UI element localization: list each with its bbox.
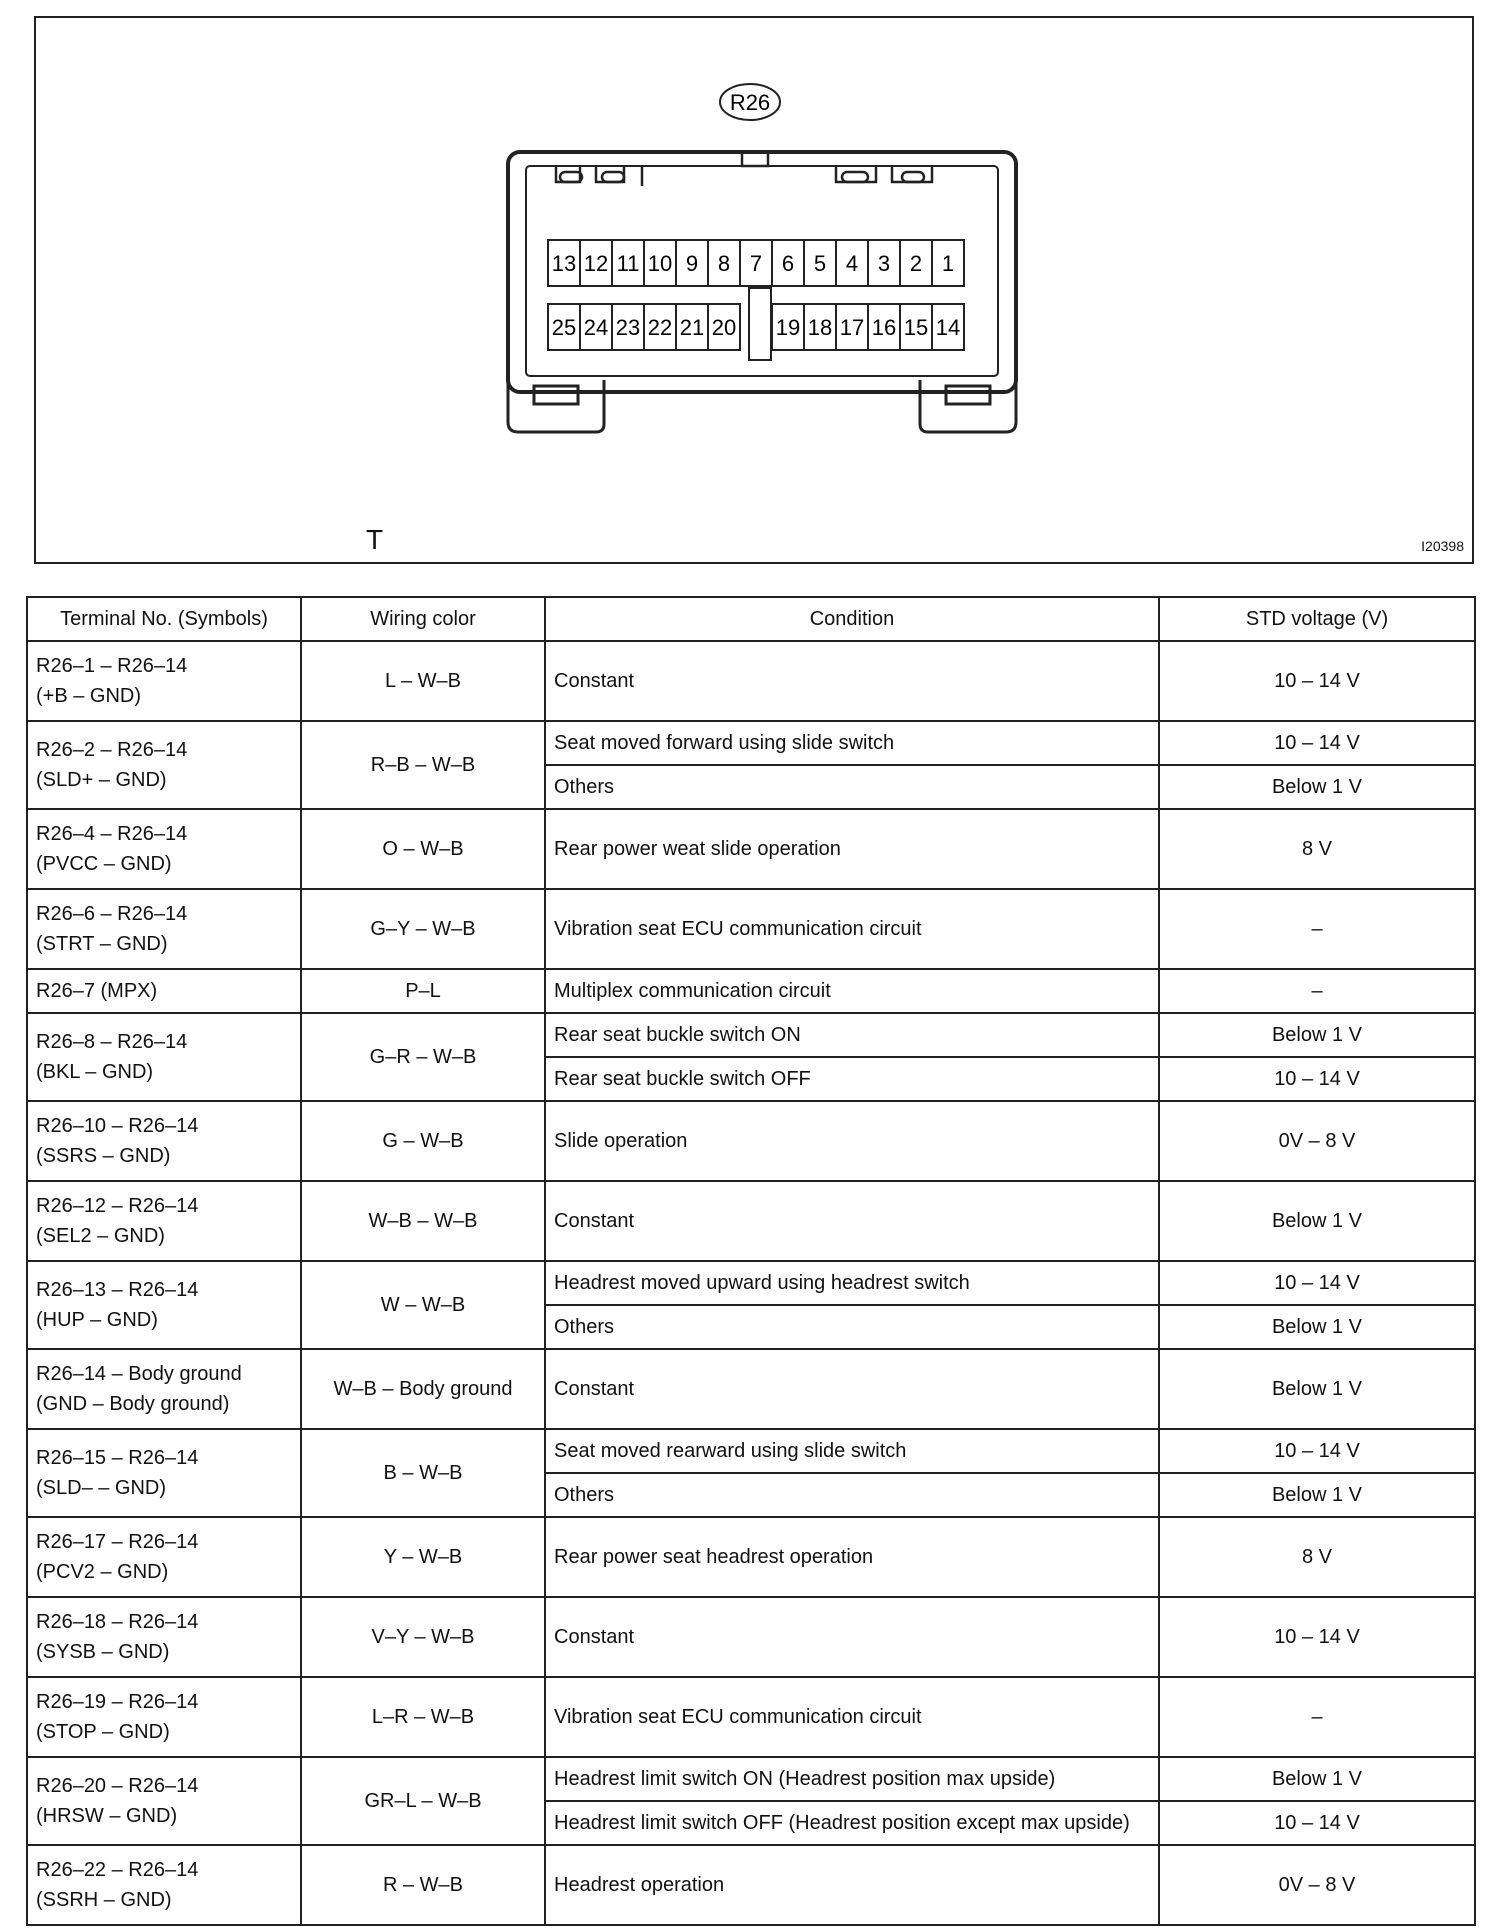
wiring-color-cell: R–B – W–B [301, 721, 545, 809]
terminal-number: R26–14 – Body ground [36, 1363, 242, 1385]
terminal-symbols: (HUP – GND) [36, 1309, 158, 1331]
pin-number: 11 [616, 251, 640, 276]
pin-number: 15 [903, 315, 929, 340]
table-header-row [27, 597, 1475, 641]
voltage-cell: Below 1 V [1159, 1013, 1475, 1057]
wiring-color-cell: O – W–B [301, 809, 545, 889]
wiring-color-cell: R – W–B [301, 1845, 545, 1925]
voltage-cell: 0V – 8 V [1159, 1101, 1475, 1181]
condition-cell: Constant [545, 1181, 1159, 1261]
voltage-cell: 10 – 14 V [1159, 721, 1475, 765]
pin-number: 18 [807, 315, 833, 340]
pin-number: 24 [583, 315, 609, 340]
table-row [27, 1261, 1475, 1305]
terminal-symbols: (SLD+ – GND) [36, 769, 167, 791]
header-condition: Condition [545, 597, 1159, 641]
terminal-cell [27, 1261, 301, 1349]
voltage-cell: 0V – 8 V [1159, 1845, 1475, 1925]
wiring-color-cell: P–L [301, 969, 545, 1013]
terminal-number: R26–19 – R26–14 [36, 1691, 199, 1713]
condition-cell: Headrest limit switch ON (Headrest position max upside) [545, 1757, 1159, 1801]
terminal-number: R26–7 (MPX) [36, 980, 158, 1002]
pin-number: 6 [781, 251, 795, 276]
terminal-cell [27, 1013, 301, 1101]
terminal-symbols: (HRSW – GND) [36, 1805, 178, 1827]
table-row [27, 641, 1475, 721]
wiring-color-cell: G–Y – W–B [301, 889, 545, 969]
table-row [27, 1429, 1475, 1473]
condition-cell: Rear seat buckle switch ON [545, 1013, 1159, 1057]
wiring-color-cell: W–B – Body ground [301, 1349, 545, 1429]
pin-number: 7 [749, 251, 763, 276]
terminal-cell [27, 1757, 301, 1845]
pin-number: 4 [845, 251, 859, 276]
voltage-cell: 10 – 14 V [1159, 1429, 1475, 1473]
wiring-color-cell: B – W–B [301, 1429, 545, 1517]
terminal-number: R26–10 – R26–14 [36, 1115, 199, 1137]
pin-row-top [548, 240, 964, 286]
connector-diagram [36, 18, 1472, 562]
voltage-cell: 8 V [1159, 809, 1475, 889]
terminal-number: R26–6 – R26–14 [36, 903, 188, 925]
pin-number: 16 [871, 315, 897, 340]
condition-cell: Headrest limit switch OFF (Headrest position except max upside) [545, 1801, 1159, 1845]
terminal-cell [27, 1597, 301, 1677]
condition-cell: Multiplex communication circuit [545, 969, 1159, 1013]
condition-cell: Rear seat buckle switch OFF [545, 1057, 1159, 1101]
condition-cell: Headrest moved upward using headrest switch [545, 1261, 1159, 1305]
terminal-symbols: (SSRS – GND) [36, 1145, 171, 1167]
pin-number: 5 [813, 251, 827, 276]
terminal-number: R26–8 – R26–14 [36, 1031, 188, 1053]
terminal-symbols: (+B – GND) [36, 685, 142, 707]
terminal-number: R26–18 – R26–14 [36, 1611, 199, 1633]
voltage-cell: – [1159, 1677, 1475, 1757]
connector-label: R26 [729, 90, 771, 115]
table-row [27, 889, 1475, 969]
header-terminal: Terminal No. (Symbols) [27, 597, 301, 641]
voltage-cell: Below 1 V [1159, 1757, 1475, 1801]
pin-number: 21 [679, 315, 705, 340]
voltage-cell: Below 1 V [1159, 1349, 1475, 1429]
pin-number: 23 [615, 315, 641, 340]
terminal-symbols: (SEL2 – GND) [36, 1225, 165, 1247]
terminal-symbols: (PCV2 – GND) [36, 1561, 169, 1583]
condition-cell: Rear power seat headrest operation [545, 1517, 1159, 1597]
voltage-cell: Below 1 V [1159, 765, 1475, 809]
wiring-color-cell: V–Y – W–B [301, 1597, 545, 1677]
condition-cell: Constant [545, 641, 1159, 721]
condition-cell: Others [545, 1305, 1159, 1349]
terminal-cell [27, 1845, 301, 1925]
pin-number: 8 [717, 251, 731, 276]
voltage-cell: 10 – 14 V [1159, 1801, 1475, 1845]
table-row [27, 1597, 1475, 1677]
table-row [27, 1677, 1475, 1757]
condition-cell: Constant [545, 1349, 1159, 1429]
voltage-cell: – [1159, 889, 1475, 969]
voltage-cell: – [1159, 969, 1475, 1013]
condition-cell: Headrest operation [545, 1845, 1159, 1925]
condition-cell: Slide operation [545, 1101, 1159, 1181]
pin-number: 1 [941, 251, 955, 276]
table-row [27, 1757, 1475, 1801]
wiring-color-cell: G–R – W–B [301, 1013, 545, 1101]
terminal-number: R26–13 – R26–14 [36, 1279, 199, 1301]
pin-number: 22 [647, 315, 673, 340]
terminal-number: R26–12 – R26–14 [36, 1195, 199, 1217]
table-row [27, 1845, 1475, 1925]
terminal-cell [27, 721, 301, 809]
pin-number: 20 [711, 315, 737, 340]
table-row [27, 1517, 1475, 1597]
figure-marker: T [366, 524, 384, 555]
condition-cell: Seat moved rearward using slide switch [545, 1429, 1159, 1473]
pin-number: 19 [775, 315, 801, 340]
voltage-cell: 10 – 14 V [1159, 1261, 1475, 1305]
top-latches [556, 154, 932, 186]
terminal-number: R26–2 – R26–14 [36, 739, 188, 761]
key-slot [749, 288, 771, 360]
table-row [27, 969, 1475, 1013]
condition-cell: Constant [545, 1597, 1159, 1677]
terminal-number: R26–15 – R26–14 [36, 1447, 199, 1469]
pin-number: 9 [685, 251, 699, 276]
table-row [27, 809, 1475, 889]
condition-cell: Vibration seat ECU communication circuit [545, 1677, 1159, 1757]
pin-number: 12 [583, 251, 609, 276]
terminal-cell [27, 1101, 301, 1181]
terminal-cell [27, 889, 301, 969]
table-row [27, 1349, 1475, 1429]
pin-number: 14 [935, 315, 961, 340]
terminal-cell [27, 1429, 301, 1517]
terminal-symbols: (STRT – GND) [36, 933, 168, 955]
terminal-number: R26–4 – R26–14 [36, 823, 188, 845]
wiring-color-cell: Y – W–B [301, 1517, 545, 1597]
wiring-color-cell: L–R – W–B [301, 1677, 545, 1757]
terminal-number: R26–17 – R26–14 [36, 1531, 199, 1553]
header-voltage: STD voltage (V) [1159, 597, 1475, 641]
voltage-cell: 8 V [1159, 1517, 1475, 1597]
terminal-cell [27, 641, 301, 721]
terminal-cell [27, 1517, 301, 1597]
table-row [27, 1013, 1475, 1057]
terminal-spec-table [26, 596, 1476, 1926]
pin-number: 3 [877, 251, 891, 276]
terminal-symbols: (SYSB – GND) [36, 1641, 170, 1663]
terminal-number: R26–20 – R26–14 [36, 1775, 199, 1797]
condition-cell: Vibration seat ECU communication circuit [545, 889, 1159, 969]
wiring-color-cell: L – W–B [301, 641, 545, 721]
header-wiring: Wiring color [301, 597, 545, 641]
voltage-cell: Below 1 V [1159, 1473, 1475, 1517]
voltage-cell: 10 – 14 V [1159, 641, 1475, 721]
table-body [27, 641, 1475, 1925]
terminal-symbols: (PVCC – GND) [36, 853, 172, 875]
terminal-cell [27, 1181, 301, 1261]
terminal-symbols: (GND – Body ground) [36, 1393, 230, 1415]
pin-number: 17 [839, 315, 865, 340]
condition-cell: Seat moved forward using slide switch [545, 721, 1159, 765]
terminal-number: R26–1 – R26–14 [36, 655, 188, 677]
terminal-cell [27, 1349, 301, 1429]
pin-number: 10 [647, 251, 673, 276]
condition-cell: Rear power weat slide operation [545, 809, 1159, 889]
wiring-color-cell: W – W–B [301, 1261, 545, 1349]
condition-cell: Others [545, 765, 1159, 809]
terminal-number: R26–22 – R26–14 [36, 1859, 199, 1881]
wiring-color-cell: W–B – W–B [301, 1181, 545, 1261]
table-row [27, 721, 1475, 765]
voltage-cell: 10 – 14 V [1159, 1057, 1475, 1101]
voltage-cell: 10 – 14 V [1159, 1597, 1475, 1677]
pin-number: 2 [909, 251, 923, 276]
table-row [27, 1181, 1475, 1261]
terminal-cell [27, 809, 301, 889]
pin-number: 25 [551, 315, 577, 340]
bottom-tabs [508, 378, 1016, 432]
terminal-symbols: (BKL – GND) [36, 1061, 154, 1083]
pin-number: 13 [551, 251, 577, 276]
terminal-symbols: (SSRH – GND) [36, 1889, 172, 1911]
voltage-cell: Below 1 V [1159, 1181, 1475, 1261]
connector-figure [34, 16, 1474, 564]
figure-code: I20398 [1421, 538, 1464, 554]
voltage-cell: Below 1 V [1159, 1305, 1475, 1349]
terminal-cell [27, 1677, 301, 1757]
terminal-symbols: (SLD– – GND) [36, 1477, 167, 1499]
condition-cell: Others [545, 1473, 1159, 1517]
pin-row-bottom [548, 304, 964, 350]
terminal-symbols: (STOP – GND) [36, 1721, 170, 1743]
wiring-color-cell: GR–L – W–B [301, 1757, 545, 1845]
table-row [27, 1101, 1475, 1181]
wiring-color-cell: G – W–B [301, 1101, 545, 1181]
terminal-cell [27, 969, 301, 1013]
